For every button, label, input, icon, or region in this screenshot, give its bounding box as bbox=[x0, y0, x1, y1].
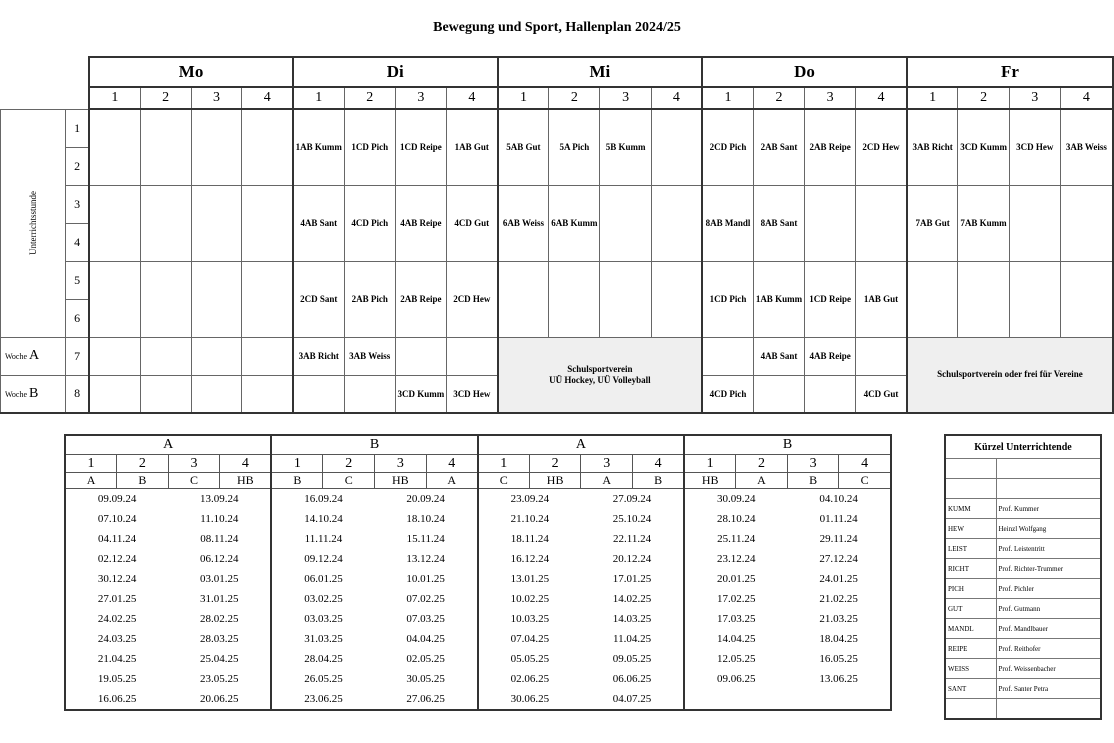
period-number: 3 bbox=[581, 455, 633, 473]
class-letter: B bbox=[787, 473, 839, 489]
lesson-cell bbox=[651, 109, 702, 185]
lesson-cell: 7AB Kumm bbox=[958, 185, 1009, 261]
date-end: 25.04.25 bbox=[200, 653, 239, 665]
date-end: 20.06.25 bbox=[200, 693, 239, 705]
legend-title: Kürzel Unterrichtende bbox=[945, 435, 1101, 459]
corner-blank-2 bbox=[1, 87, 90, 109]
lesson-cell: 8AB Mandl bbox=[702, 185, 753, 261]
date-end: 04.04.25 bbox=[406, 633, 445, 645]
teacher-name bbox=[996, 479, 1101, 499]
lesson-cell: 4CD Pich bbox=[702, 375, 753, 413]
date-end: 17.01.25 bbox=[612, 573, 652, 585]
period-number: 2 bbox=[117, 455, 169, 473]
lesson-cell: 6AB Weiss bbox=[498, 185, 549, 261]
date-start: 10.02.25 bbox=[478, 589, 581, 609]
lesson-cell: 3AB Richt bbox=[907, 109, 958, 185]
lesson-cell: 5B Kumm bbox=[600, 109, 651, 185]
date-start: 23.06.25 bbox=[271, 689, 374, 710]
date-start: 17.03.25 bbox=[684, 609, 787, 629]
period-header: 1 bbox=[702, 87, 753, 109]
date-end: 27.06.25 bbox=[406, 693, 445, 705]
lesson-cell bbox=[1009, 261, 1060, 337]
corner-blank bbox=[1, 57, 90, 87]
date-start: 16.06.25 bbox=[97, 693, 137, 705]
lesson-cell bbox=[140, 185, 191, 261]
lesson-cell bbox=[140, 261, 191, 337]
day-header-mo: Mo bbox=[89, 57, 293, 87]
lesson-cell bbox=[1060, 261, 1113, 337]
period-header: 3 bbox=[805, 87, 856, 109]
day-header-do: Do bbox=[702, 57, 907, 87]
period-header: 4 bbox=[447, 87, 498, 109]
date-end: 01.11.24 bbox=[819, 513, 858, 525]
date-end: 14.02.25 bbox=[612, 593, 652, 605]
lesson-cell: 3AB Weiss bbox=[344, 337, 395, 375]
date-start: 10.03.25 bbox=[478, 609, 581, 629]
lesson-cell: 2AB Reipe bbox=[805, 109, 856, 185]
teacher-name bbox=[996, 459, 1101, 479]
period-header: 1 bbox=[293, 87, 344, 109]
date-end: 13.09.24 bbox=[200, 493, 239, 505]
period-number: 3 bbox=[787, 455, 839, 473]
lesson-cell: 3CD Hew bbox=[1009, 109, 1060, 185]
class-letter: HB bbox=[684, 473, 736, 489]
teacher-name: Prof. Mandlbauer bbox=[996, 619, 1101, 639]
date-start: 30.09.24 bbox=[684, 489, 787, 510]
date-start: 31.03.25 bbox=[271, 629, 374, 649]
lesson-cell: 4CD Gut bbox=[447, 185, 498, 261]
lesson-cell bbox=[856, 185, 907, 261]
date-start: 11.11.24 bbox=[271, 529, 374, 549]
period-number: 4 bbox=[839, 455, 891, 473]
period-header: 2 bbox=[549, 87, 600, 109]
lesson-cell bbox=[293, 375, 344, 413]
lesson-cell: 1CD Pich bbox=[702, 261, 753, 337]
period-number: 4 bbox=[426, 455, 478, 473]
date-end: 06.12.24 bbox=[200, 553, 239, 565]
class-letter: C bbox=[323, 473, 375, 489]
date-end: 28.03.25 bbox=[200, 633, 239, 645]
date-end: 14.03.25 bbox=[612, 613, 652, 625]
class-letter: HB bbox=[220, 473, 272, 489]
teacher-name: Prof. Weissenbacher bbox=[996, 659, 1101, 679]
period-number: 1 bbox=[478, 455, 530, 473]
teacher-name: Prof. Reithofer bbox=[996, 639, 1101, 659]
date-start: 24.02.25 bbox=[97, 613, 137, 625]
lesson-cell: 3CD Kumm bbox=[395, 375, 446, 413]
date-end: 27.12.24 bbox=[819, 553, 858, 565]
date-start: 14.10.24 bbox=[271, 509, 374, 529]
class-letter: A bbox=[736, 473, 788, 489]
teacher-code: RICHT bbox=[945, 559, 996, 579]
lesson-cell: 1CD Reipe bbox=[395, 109, 446, 185]
lesson-cell: 4AB Reipe bbox=[805, 337, 856, 375]
lesson-cell bbox=[191, 109, 242, 185]
date-start: 13.01.25 bbox=[478, 569, 581, 589]
period-header: 3 bbox=[1009, 87, 1060, 109]
period-header: 3 bbox=[395, 87, 446, 109]
date-start: 20.01.25 bbox=[684, 569, 787, 589]
teacher-name bbox=[996, 699, 1101, 720]
period-header: 1 bbox=[89, 87, 140, 109]
hour-number: 5 bbox=[65, 261, 89, 299]
date-end: 03.01.25 bbox=[200, 573, 239, 585]
date-end: 31.01.25 bbox=[200, 593, 239, 605]
class-letter: B bbox=[633, 473, 685, 489]
lesson-cell bbox=[191, 375, 242, 413]
lesson-cell bbox=[89, 185, 140, 261]
teacher-code: REIPE bbox=[945, 639, 996, 659]
date-start: 24.03.25 bbox=[97, 633, 137, 645]
lesson-cell: 4AB Sant bbox=[753, 337, 804, 375]
week-prefix: Woche bbox=[5, 389, 28, 399]
date-start bbox=[684, 689, 787, 710]
lesson-cell bbox=[498, 261, 549, 337]
lesson-cell bbox=[549, 261, 600, 337]
week-prefix: Woche bbox=[5, 352, 28, 361]
date-end: 13.06.25 bbox=[819, 673, 858, 685]
week-group-header: A bbox=[478, 435, 684, 455]
class-letter: B bbox=[271, 473, 323, 489]
teacher-name: Prof. Gutmann bbox=[996, 599, 1101, 619]
lesson-cell: 1AB Gut bbox=[447, 109, 498, 185]
date-start: 09.06.25 bbox=[684, 669, 787, 689]
lesson-cell: 2AB Sant bbox=[753, 109, 804, 185]
date-start: 28.04.25 bbox=[271, 649, 374, 669]
period-header: 4 bbox=[651, 87, 702, 109]
date-end: 11.10.24 bbox=[200, 513, 239, 525]
teacher-name: Prof. Santer Petra bbox=[996, 679, 1101, 699]
lesson-cell: 1AB Gut bbox=[856, 261, 907, 337]
lesson-cell: 3CD Kumm bbox=[958, 109, 1009, 185]
date-end: 28.02.25 bbox=[200, 613, 239, 625]
lesson-cell: 3CD Hew bbox=[447, 375, 498, 413]
period-number: 1 bbox=[271, 455, 323, 473]
lesson-cell: 3AB Weiss bbox=[1060, 109, 1113, 185]
date-start: 30.12.24 bbox=[97, 573, 137, 585]
day-header-mi: Mi bbox=[498, 57, 703, 87]
lesson-cell: 3AB Richt bbox=[293, 337, 344, 375]
period-header: 2 bbox=[958, 87, 1009, 109]
lesson-cell bbox=[651, 185, 702, 261]
date-start: 07.10.24 bbox=[97, 513, 137, 525]
teacher-code: SANT bbox=[945, 679, 996, 699]
lesson-cell bbox=[344, 375, 395, 413]
lesson-cell bbox=[447, 337, 498, 375]
date-start: 12.05.25 bbox=[684, 649, 787, 669]
teacher-code: KUMM bbox=[945, 499, 996, 519]
date-start: 09.09.24 bbox=[97, 493, 137, 505]
lesson-cell: 1CD Reipe bbox=[805, 261, 856, 337]
lesson-cell bbox=[907, 261, 958, 337]
hour-number: 2 bbox=[65, 147, 89, 185]
period-header: 4 bbox=[242, 87, 293, 109]
date-end: 18.04.25 bbox=[819, 633, 858, 645]
teacher-code: WEISS bbox=[945, 659, 996, 679]
lesson-cell bbox=[805, 375, 856, 413]
lesson-cell: 2CD Pich bbox=[702, 109, 753, 185]
date-end: 27.09.24 bbox=[612, 493, 652, 505]
class-letter: A bbox=[581, 473, 633, 489]
date-end: 08.11.24 bbox=[200, 533, 239, 545]
teacher-code bbox=[945, 699, 996, 720]
mi-club-cell bbox=[498, 337, 703, 413]
lesson-cell bbox=[89, 109, 140, 185]
lesson-cell: 2CD Hew bbox=[856, 109, 907, 185]
date-start: 25.11.24 bbox=[684, 529, 787, 549]
lesson-cell bbox=[89, 337, 140, 375]
lesson-cell bbox=[600, 261, 651, 337]
week-letter: A bbox=[29, 348, 40, 363]
teacher-code: HEW bbox=[945, 519, 996, 539]
period-header: 3 bbox=[600, 87, 651, 109]
lesson-cell bbox=[140, 337, 191, 375]
date-start: 21.04.25 bbox=[97, 653, 137, 665]
teacher-name: Prof. Pichler bbox=[996, 579, 1101, 599]
page-title: Bewegung und Sport, Hallenplan 2024/25 bbox=[433, 20, 681, 35]
date-end: 21.03.25 bbox=[819, 613, 858, 625]
side-label-text: Unterrichtsstunde bbox=[27, 191, 38, 255]
hour-number: 7 bbox=[65, 337, 89, 375]
lesson-cell: 7AB Gut bbox=[907, 185, 958, 261]
lesson-cell bbox=[191, 261, 242, 337]
date-end: 04.10.24 bbox=[819, 493, 858, 505]
lesson-cell bbox=[242, 337, 293, 375]
lesson-cell bbox=[140, 109, 191, 185]
lesson-cell bbox=[753, 375, 804, 413]
date-end: 20.09.24 bbox=[406, 493, 445, 505]
day-header-fr: Fr bbox=[907, 57, 1113, 87]
class-letter: A bbox=[65, 473, 117, 489]
week-group-header: B bbox=[271, 435, 477, 455]
fr-club-cell: Schulsportverein oder frei für Vereine bbox=[907, 337, 1113, 413]
lesson-cell bbox=[958, 261, 1009, 337]
period-header: 4 bbox=[1060, 87, 1113, 109]
teacher-code bbox=[945, 479, 996, 499]
day-header-di: Di bbox=[293, 57, 498, 87]
lesson-cell bbox=[1060, 185, 1113, 261]
lesson-cell bbox=[856, 337, 907, 375]
hour-number: 8 bbox=[65, 375, 89, 413]
date-end: 10.01.25 bbox=[406, 573, 445, 585]
date-start: 26.05.25 bbox=[271, 669, 374, 689]
period-number: 2 bbox=[529, 455, 581, 473]
lesson-cell bbox=[89, 261, 140, 337]
date-end bbox=[787, 689, 891, 710]
date-end: 25.10.24 bbox=[612, 513, 652, 525]
date-start: 03.03.25 bbox=[271, 609, 374, 629]
date-end: 06.06.25 bbox=[612, 673, 652, 685]
date-start: 05.05.25 bbox=[478, 649, 581, 669]
lesson-cell bbox=[89, 375, 140, 413]
date-start: 03.02.25 bbox=[271, 589, 374, 609]
lesson-cell bbox=[1009, 185, 1060, 261]
date-start: 09.12.24 bbox=[271, 549, 374, 569]
period-number: 4 bbox=[633, 455, 685, 473]
date-start: 16.09.24 bbox=[271, 489, 374, 510]
lesson-cell: 4AB Reipe bbox=[395, 185, 446, 261]
date-start: 28.10.24 bbox=[684, 509, 787, 529]
class-letter: B bbox=[117, 473, 169, 489]
period-header: 1 bbox=[498, 87, 549, 109]
week-b-label bbox=[1, 375, 66, 413]
date-end: 11.04.25 bbox=[612, 633, 652, 645]
lesson-cell: 2AB Pich bbox=[344, 261, 395, 337]
date-start: 17.02.25 bbox=[684, 589, 787, 609]
teacher-name: Prof. Richter-Trummer bbox=[996, 559, 1101, 579]
period-header: 3 bbox=[191, 87, 242, 109]
date-start: 21.10.24 bbox=[478, 509, 581, 529]
teacher-name: Prof. Kummer bbox=[996, 499, 1101, 519]
lesson-cell: 5AB Gut bbox=[498, 109, 549, 185]
lesson-cell bbox=[395, 337, 446, 375]
teacher-code bbox=[945, 459, 996, 479]
teacher-name: Prof. Leistentritt bbox=[996, 539, 1101, 559]
side-label bbox=[1, 109, 66, 337]
period-header: 2 bbox=[344, 87, 395, 109]
date-start: 23.09.24 bbox=[478, 489, 581, 510]
lesson-cell: 4CD Gut bbox=[856, 375, 907, 413]
hour-number: 4 bbox=[65, 223, 89, 261]
date-start: 02.06.25 bbox=[478, 669, 581, 689]
class-letter: HB bbox=[529, 473, 581, 489]
date-start: 27.01.25 bbox=[97, 593, 137, 605]
lesson-cell: 2CD Sant bbox=[293, 261, 344, 337]
date-end: 15.11.24 bbox=[406, 533, 445, 545]
date-start: 16.12.24 bbox=[478, 549, 581, 569]
dates-table bbox=[64, 434, 892, 711]
club-line-2: UÜ Hockey, UÜ Volleyball bbox=[549, 374, 651, 385]
date-start: 23.12.24 bbox=[684, 549, 787, 569]
date-end: 21.02.25 bbox=[819, 593, 858, 605]
date-start: 19.05.25 bbox=[97, 673, 137, 685]
lesson-cell bbox=[651, 261, 702, 337]
date-end: 02.05.25 bbox=[406, 653, 445, 665]
date-start: 14.04.25 bbox=[684, 629, 787, 649]
date-start: 30.06.25 bbox=[478, 689, 581, 710]
lesson-cell: 6AB Kumm bbox=[549, 185, 600, 261]
hour-number: 1 bbox=[65, 109, 89, 147]
date-end: 09.05.25 bbox=[612, 653, 652, 665]
lesson-cell: 4CD Pich bbox=[344, 185, 395, 261]
period-number: 1 bbox=[684, 455, 736, 473]
period-header: 2 bbox=[140, 87, 191, 109]
date-start: 18.11.24 bbox=[478, 529, 581, 549]
date-start: 02.12.24 bbox=[97, 553, 137, 565]
class-letter: C bbox=[839, 473, 891, 489]
period-number: 3 bbox=[375, 455, 427, 473]
lesson-cell: 4AB Sant bbox=[293, 185, 344, 261]
teacher-code: PICH bbox=[945, 579, 996, 599]
date-end: 18.10.24 bbox=[406, 513, 445, 525]
period-header: 1 bbox=[907, 87, 958, 109]
date-end: 07.02.25 bbox=[406, 593, 445, 605]
period-number: 3 bbox=[168, 455, 220, 473]
date-end: 07.03.25 bbox=[406, 613, 445, 625]
period-header: 4 bbox=[856, 87, 907, 109]
period-number: 1 bbox=[65, 455, 117, 473]
date-start: 04.11.24 bbox=[98, 533, 137, 545]
teacher-code: LEIST bbox=[945, 539, 996, 559]
date-end: 04.07.25 bbox=[612, 693, 652, 705]
lesson-cell bbox=[191, 185, 242, 261]
date-start: 06.01.25 bbox=[271, 569, 374, 589]
week-group-header: B bbox=[684, 435, 891, 455]
date-end: 22.11.24 bbox=[612, 533, 652, 545]
lesson-cell: 8AB Sant bbox=[753, 185, 804, 261]
period-number: 2 bbox=[323, 455, 375, 473]
date-end: 23.05.25 bbox=[200, 673, 239, 685]
class-letter: HB bbox=[375, 473, 427, 489]
teacher-code: MANDL bbox=[945, 619, 996, 639]
lesson-cell bbox=[242, 109, 293, 185]
lesson-cell bbox=[702, 337, 753, 375]
lesson-cell bbox=[805, 185, 856, 261]
date-end: 16.05.25 bbox=[819, 653, 858, 665]
date-end: 30.05.25 bbox=[406, 673, 445, 685]
teacher-name: Heinzl Wolfgang bbox=[996, 519, 1101, 539]
teacher-code: GUT bbox=[945, 599, 996, 619]
class-letter: C bbox=[168, 473, 220, 489]
lesson-cell: 5A Pich bbox=[549, 109, 600, 185]
lesson-cell: 1AB Kumm bbox=[753, 261, 804, 337]
schedule-table bbox=[0, 56, 1114, 414]
lesson-cell bbox=[191, 337, 242, 375]
hour-number: 3 bbox=[65, 185, 89, 223]
period-header: 2 bbox=[753, 87, 804, 109]
week-a-label bbox=[1, 337, 66, 375]
hour-number: 6 bbox=[65, 299, 89, 337]
date-start: 07.04.25 bbox=[478, 629, 581, 649]
club-line-1: Schulsportverein bbox=[567, 363, 633, 374]
week-letter: B bbox=[29, 385, 39, 401]
lesson-cell bbox=[242, 261, 293, 337]
date-end: 24.01.25 bbox=[819, 573, 858, 585]
date-end: 13.12.24 bbox=[406, 553, 445, 565]
lesson-cell: 1AB Kumm bbox=[293, 109, 344, 185]
class-letter: A bbox=[426, 473, 478, 489]
lesson-cell: 2CD Hew bbox=[447, 261, 498, 337]
lesson-cell bbox=[600, 185, 651, 261]
date-end: 20.12.24 bbox=[612, 553, 652, 565]
period-number: 4 bbox=[220, 455, 272, 473]
class-letter: C bbox=[478, 473, 530, 489]
lesson-cell bbox=[140, 375, 191, 413]
date-end: 29.11.24 bbox=[819, 533, 858, 545]
lesson-cell: 1CD Pich bbox=[344, 109, 395, 185]
lesson-cell bbox=[242, 375, 293, 413]
lesson-cell: 2AB Reipe bbox=[395, 261, 446, 337]
lesson-cell bbox=[242, 185, 293, 261]
week-group-header: A bbox=[65, 435, 271, 455]
teacher-legend-table bbox=[944, 434, 1102, 720]
period-number: 2 bbox=[736, 455, 788, 473]
